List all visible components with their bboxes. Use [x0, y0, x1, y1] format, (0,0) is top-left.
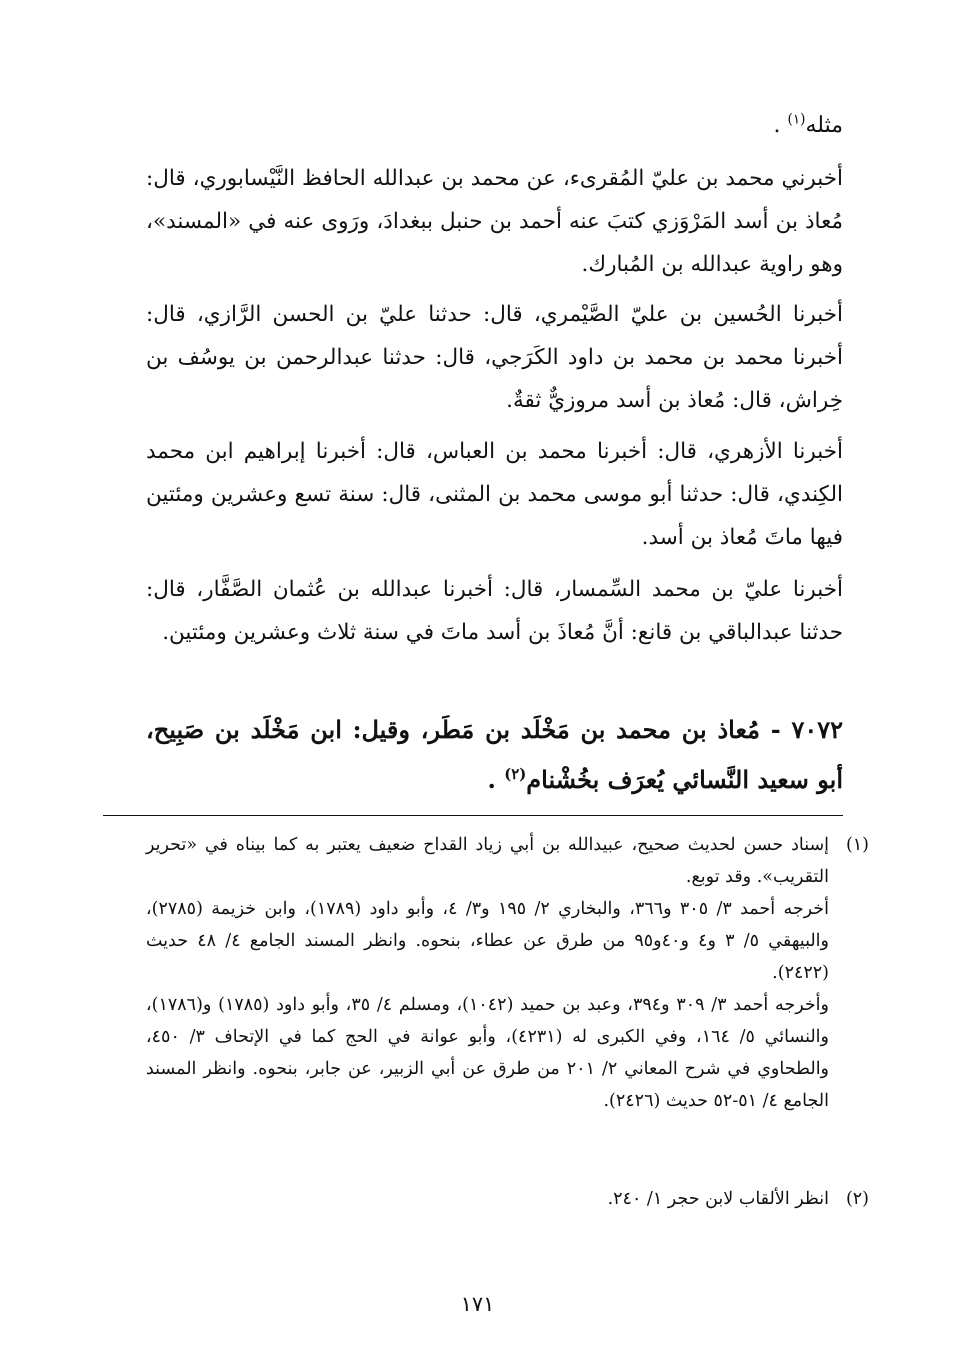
entry-end: . [487, 765, 505, 794]
opening-text: مثله [805, 113, 843, 138]
paragraph-2: أخبرنا الحُسين بن عليّ الصَّيْمري، قال: حدثنا عليّ بن الحسن الرَّازي، قال: أخبرنا محمد بن محمد بن داود الكَرَجي، قال: حدثنا عبدالرحمن بن يوسُف بن خِراش، قال: مُعاذ بن أسد مروزيٌّ ثقةٌ. [146, 302, 843, 413]
footnote-1-line-1: إسناد حسن لحديث صحيح، عبيدالله بن أبي زياد القداح ضعيف يعتبر به كما بيناه في «تحرير التقريب». وقد توبع. [146, 835, 829, 887]
footnote-2-line-1: انظر الألقاب لابن حجر ١/ ٢٤٠. [607, 1189, 829, 1209]
entry-title: ٧٠٧٢ - مُعاذ بن محمد بن مَخْلَد بن مَطَر، وقيل: ابن مَخْلَد بن صَبِيح، أبو سعيد النَّسائي يُعرَف بخُشْنام [146, 715, 843, 794]
footnote-1-line-2: أخرجه أحمد ٣/ ٣٠٥ و٣٦٦، والبخاري ٢/ ١٩٥ و٣/ ٤، وأبو داود (١٧٨٩)، وابن خزيمة (٢٧٨٥)، والبيهقي ٥/ ٣ و٤ و٤٠و٩٥ من طرق عن عطاء، بنحوه. وانظر المسند الجامع ٤/ ٤٨ حديث (٢٤٢٢). [146, 899, 829, 983]
footnote-1-line-3: وأخرجه أحمد ٣/ ٣٠٩ و٣٩٤، وعبد بن حميد (١٠٤٢)، ومسلم ٤/ ٣٥، وأبو داود (١٧٨٥) و(١٧٨٦)، والنسائي ٥/ ١٦٤، وفي الكبرى له (٤٢٣١)، وأبو عوانة في الحج كما في الإتحاف ٣/ ٤٥٠، والطحاوي في شرح المعاني ٢/ ٢٠١ من طرق عن أبي الزبير، عن جابر، بنحوه. وانظر المسند الجامع ٤/ ٥١-٥٢ حديث (٢٤٢٦). [146, 995, 830, 1111]
paragraph-4: أخبرنا عليّ بن محمد السِّمسار، قال: أخبرنا عبدالله بن عُثمان الصَّفَّار، قال: حدثنا عبدالباقي بن قانع: أنَّ مُعاذَ بن أسد ماتَ في سنة ثلاث وعشرين ومئتين. [146, 577, 843, 645]
footnote-1 [146, 829, 869, 1117]
paragraph-1: أخبرني محمد بن عليّ المُقرىء، عن محمد بن عبدالله الحافظ النَّيْسابوري، قال: مُعاذ بن أسد المَرْوَزي كتبَ عنه أحمد بن حنبل ببغدادَ، ورَوى عنه في «المسند»، وهو راوية عبدالله بن المُبارك. [146, 166, 843, 277]
footnote-marker-2: (٢) [845, 1189, 869, 1209]
footnote-marker-1: (١) [845, 835, 869, 855]
biography-entry-heading [146, 705, 843, 805]
footnote-ref-2[interactable]: (٢) [504, 765, 527, 783]
footnote-separator [103, 815, 843, 816]
footnote-ref-1[interactable]: (١) [787, 111, 806, 128]
footnote-2 [146, 1183, 869, 1215]
opening-end: . [773, 113, 781, 138]
paragraph-3: أخبرنا الأزهري، قال: أخبرنا محمد بن العباس، قال: أخبرنا إبراهيم ابن محمد الكِندي، قال: حدثنا أبو موسى محمد بن المثنى، قال: سنة تسع وعشرين ومئتين فيها ماتَ مُعاذ بن أسد. [146, 439, 843, 550]
page-number: ١٧١ [460, 1292, 495, 1316]
opening-line [543, 106, 843, 146]
